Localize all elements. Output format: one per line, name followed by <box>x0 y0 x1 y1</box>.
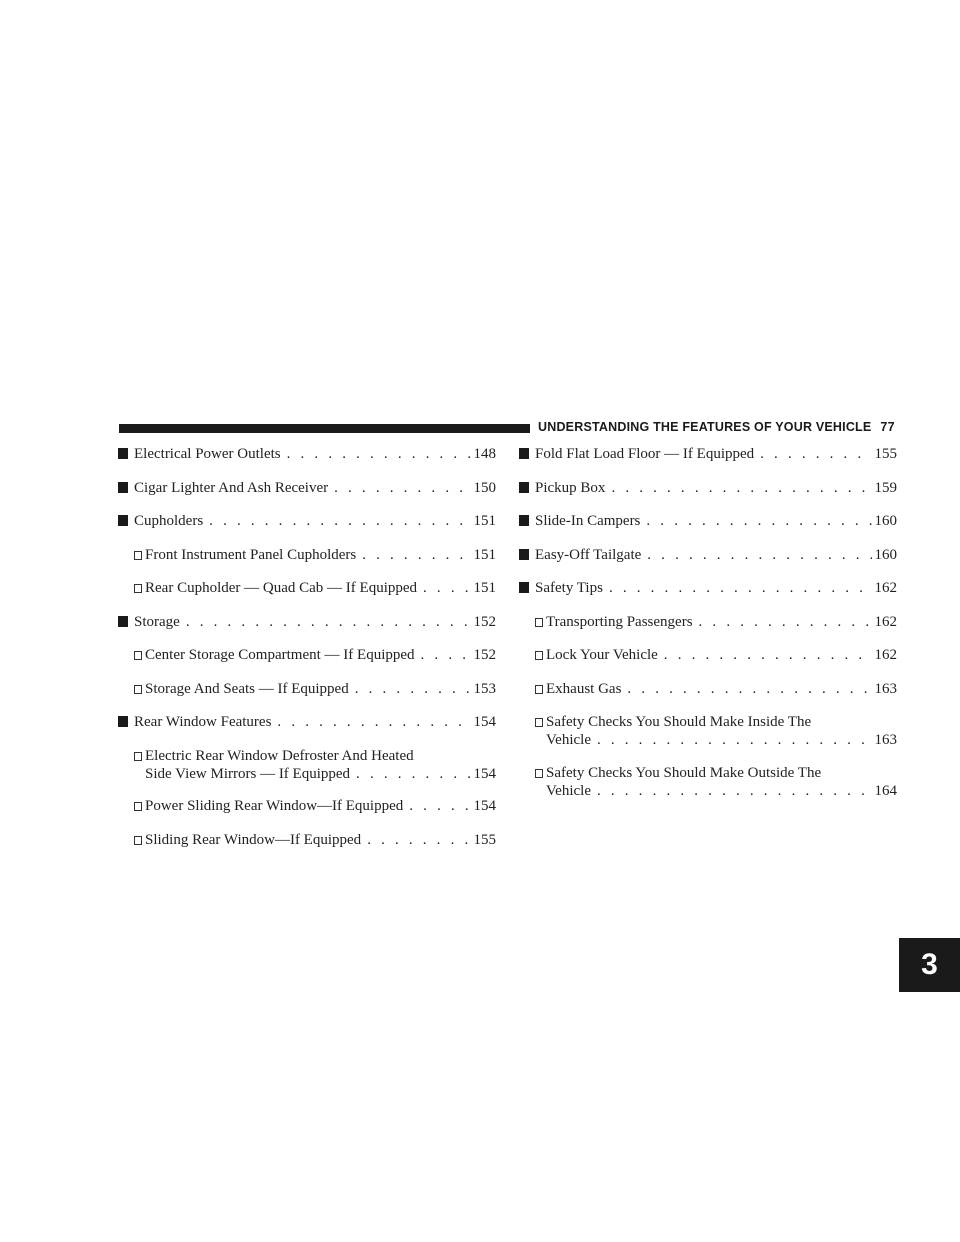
hollow-square-bullet-icon <box>134 802 142 811</box>
toc-entry-title: Side View Mirrors — If Equipped <box>145 765 351 782</box>
square-bullet-icon <box>519 448 529 459</box>
toc-entry-page: 152 <box>473 647 496 663</box>
toc-entry-title: Lock Your Vehicle <box>546 647 658 663</box>
dot-leader <box>277 713 470 731</box>
toc-entry-title: Rear Cupholder — Quad Cab — If Equipped <box>145 580 418 596</box>
toc-subentry[interactable] <box>118 831 496 850</box>
hollow-square-bullet-icon <box>134 651 142 660</box>
toc-entry-title: Slide-In Campers <box>535 513 641 529</box>
toc-entry-title: Rear Window Features <box>134 714 272 730</box>
toc-entry[interactable] <box>519 546 897 565</box>
toc-subentry[interactable] <box>118 797 496 816</box>
dot-leader <box>356 765 470 783</box>
toc-entry-title: Front Instrument Panel Cupholders <box>145 546 357 563</box>
toc-entry-title: Easy-Off Tailgate <box>535 546 642 563</box>
toc-entry[interactable] <box>118 613 496 632</box>
toc-subentry[interactable] <box>118 579 496 598</box>
header-rule <box>119 424 530 433</box>
hollow-square-bullet-icon <box>535 651 543 660</box>
dot-leader <box>597 782 872 800</box>
toc-entry-page: 154 <box>473 765 496 782</box>
toc-entry-page: 160 <box>874 513 897 529</box>
hollow-square-bullet-icon <box>134 836 142 845</box>
toc-entry-title: Storage And Seats — If Equipped <box>145 680 349 697</box>
toc-entry-title: Safety Tips <box>535 580 603 596</box>
dot-leader <box>355 680 471 698</box>
dot-leader <box>611 479 871 497</box>
square-bullet-icon <box>118 515 128 526</box>
toc-right-column <box>519 445 897 814</box>
chapter-tab[interactable] <box>899 938 960 992</box>
toc-subentry[interactable] <box>118 546 496 565</box>
toc-entry-title: Exhaust Gas <box>546 680 622 697</box>
toc-entry-title: Vehicle <box>546 782 591 799</box>
toc-entry[interactable] <box>519 579 897 598</box>
toc-entry-title: Sliding Rear Window—If Equipped <box>145 831 362 848</box>
toc-entry[interactable] <box>118 512 496 531</box>
square-bullet-icon <box>118 716 128 727</box>
dot-leader <box>209 512 470 530</box>
page-number: 77 <box>880 420 895 434</box>
toc-entry[interactable] <box>519 479 897 498</box>
dot-leader <box>647 546 871 564</box>
toc-subentry[interactable] <box>118 646 496 665</box>
toc-entry-title-line1: Safety Checks You Should Make Outside The <box>546 764 822 781</box>
toc-subentry[interactable] <box>118 680 496 699</box>
toc-subentry[interactable] <box>519 613 897 632</box>
dot-leader <box>699 613 872 631</box>
toc-entry-page: 162 <box>874 647 897 663</box>
hollow-square-bullet-icon <box>535 718 543 727</box>
toc-entry-page: 154 <box>473 798 496 814</box>
toc-entry-page: 151 <box>473 513 496 529</box>
toc-entry-title: Pickup Box <box>535 479 606 496</box>
toc-entry-page: 162 <box>874 613 897 630</box>
toc-entry-title: Storage <box>134 613 180 630</box>
toc-entry[interactable] <box>118 445 496 464</box>
dot-leader <box>609 579 872 597</box>
dot-leader <box>423 579 470 597</box>
section-title: UNDERSTANDING THE FEATURES OF YOUR VEHICLE <box>538 420 872 434</box>
toc-entry[interactable] <box>519 445 897 464</box>
dot-leader <box>421 646 471 664</box>
toc-entry-page: 151 <box>473 580 496 596</box>
hollow-square-bullet-icon <box>134 551 142 560</box>
toc-entry-title: Electrical Power Outlets <box>134 446 281 462</box>
toc-entry-page: 163 <box>874 680 897 697</box>
toc-entry-page: 155 <box>874 446 897 462</box>
dot-leader <box>367 831 470 849</box>
hollow-square-bullet-icon <box>535 769 543 778</box>
toc-entry-page: 148 <box>473 446 496 462</box>
hollow-square-bullet-icon <box>535 618 543 627</box>
hollow-square-bullet-icon <box>134 685 142 694</box>
hollow-square-bullet-icon <box>134 752 142 761</box>
toc-subentry[interactable] <box>519 646 897 665</box>
dot-leader <box>334 479 470 497</box>
hollow-square-bullet-icon <box>535 685 543 694</box>
toc-entry-title: Vehicle <box>546 732 591 748</box>
toc-entry[interactable] <box>118 479 496 498</box>
toc-subentry[interactable] <box>519 680 897 699</box>
toc-entry-title: Cigar Lighter And Ash Receiver <box>134 479 329 496</box>
square-bullet-icon <box>519 582 529 593</box>
toc-entry-title: Power Sliding Rear Window—If Equipped <box>145 798 404 814</box>
square-bullet-icon <box>519 515 529 526</box>
dot-leader <box>646 512 871 530</box>
toc-subentry[interactable] <box>519 713 897 749</box>
dot-leader <box>362 546 470 564</box>
toc-entry-page: 163 <box>874 732 897 748</box>
dot-leader <box>186 613 471 631</box>
dot-leader <box>597 731 872 749</box>
toc-entry-page: 153 <box>473 680 496 697</box>
toc-entry-page: 154 <box>473 714 496 730</box>
toc-entry-title: Cupholders <box>134 513 204 529</box>
toc-subentry[interactable] <box>519 764 897 800</box>
toc-entry-page: 150 <box>473 479 496 496</box>
toc-entry-title: Fold Flat Load Floor — If Equipped <box>535 446 755 462</box>
toc-entry-title-line1: Electric Rear Window Defroster And Heated <box>145 747 414 764</box>
square-bullet-icon <box>519 549 529 560</box>
toc-left-column <box>118 445 496 864</box>
toc-entry-page: 162 <box>874 580 897 596</box>
toc-entry-page: 159 <box>874 479 897 496</box>
toc-entry-page: 164 <box>874 782 897 799</box>
toc-subentry[interactable] <box>118 747 496 783</box>
toc-entry[interactable] <box>118 713 496 732</box>
toc-entry-title: Center Storage Compartment — If Equipped <box>145 647 415 663</box>
dot-leader <box>287 445 471 463</box>
chapter-number: 3 <box>921 948 938 981</box>
dot-leader <box>409 797 470 815</box>
square-bullet-icon <box>118 448 128 459</box>
dot-leader <box>627 680 871 698</box>
toc-entry-title-line1: Safety Checks You Should Make Inside The <box>546 714 812 730</box>
square-bullet-icon <box>118 616 128 627</box>
toc-entry-page: 155 <box>473 831 496 848</box>
toc-entry-page: 151 <box>473 546 496 563</box>
toc-entry-page: 152 <box>473 613 496 630</box>
square-bullet-icon <box>118 482 128 493</box>
square-bullet-icon <box>519 482 529 493</box>
dot-leader <box>664 646 872 664</box>
toc-entry[interactable] <box>519 512 897 531</box>
hollow-square-bullet-icon <box>134 584 142 593</box>
toc-entry-page: 160 <box>874 546 897 563</box>
running-header <box>538 420 895 434</box>
dot-leader <box>760 445 871 463</box>
toc-entry-title: Transporting Passengers <box>546 613 693 630</box>
